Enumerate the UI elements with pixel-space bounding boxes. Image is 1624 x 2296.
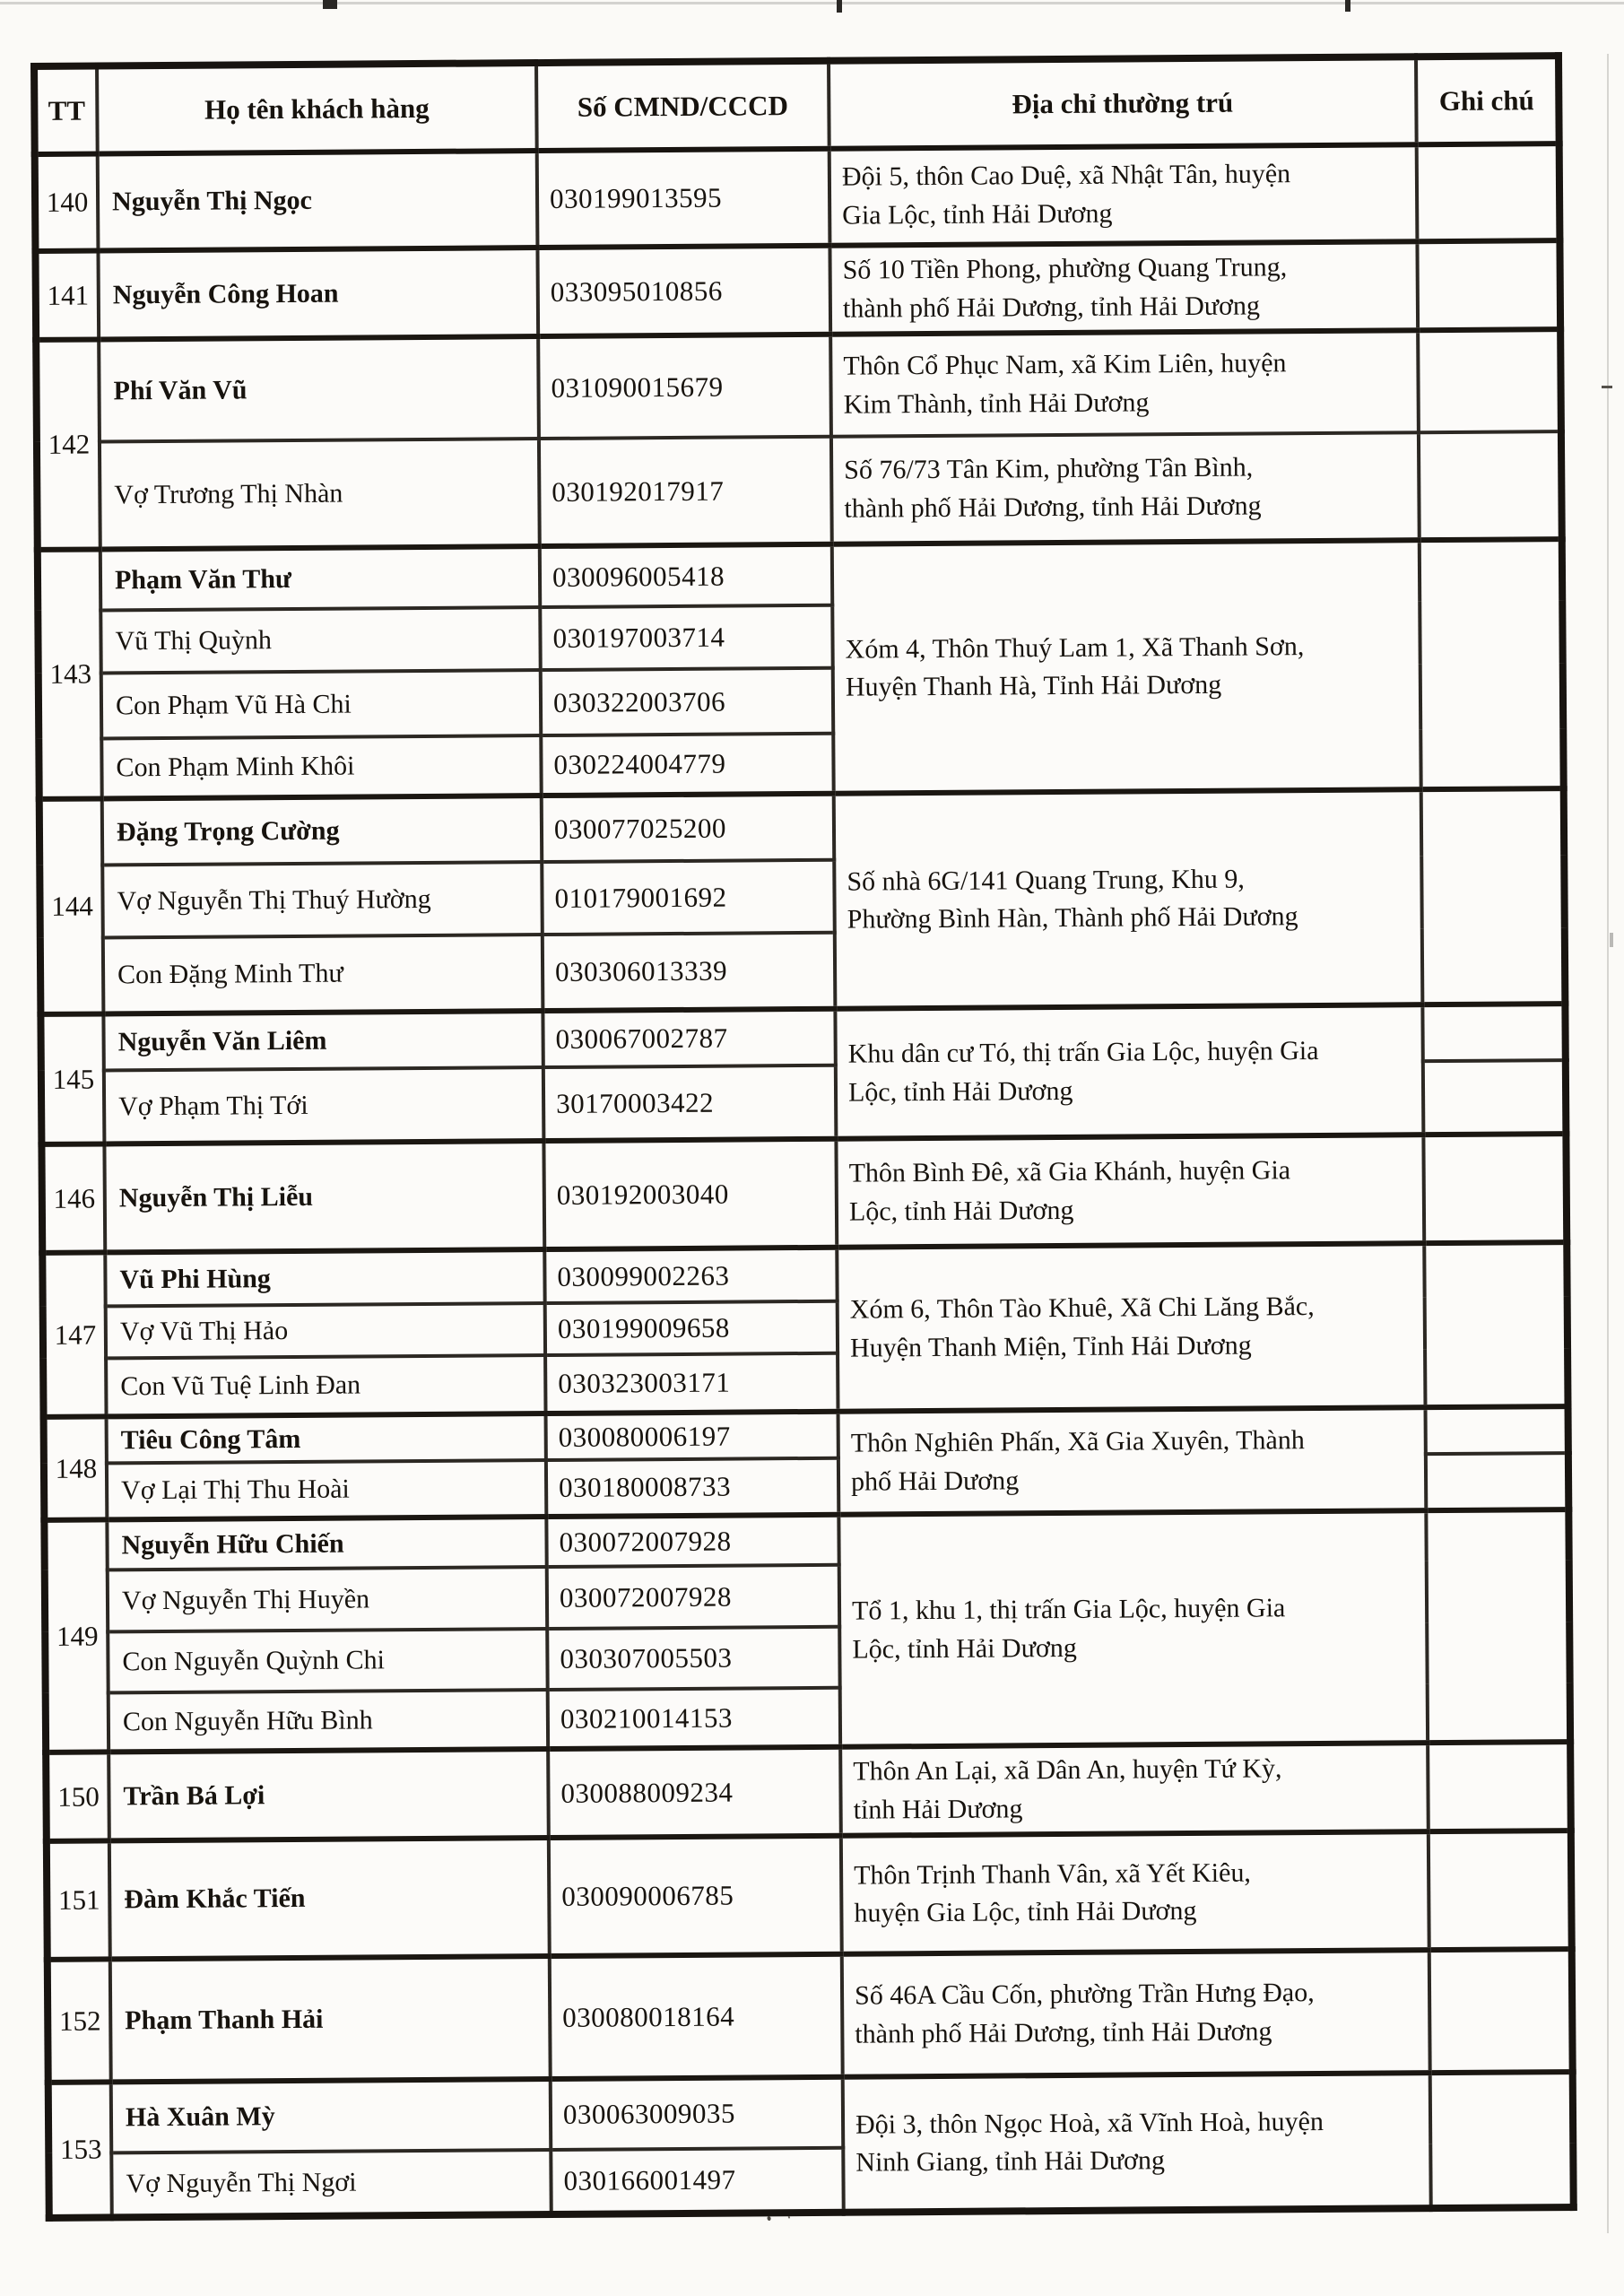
id-cell: 030199013595 bbox=[537, 149, 830, 248]
id-cell: 031090015679 bbox=[538, 335, 831, 439]
tt-cell: 150 bbox=[46, 1752, 109, 1842]
row-141 bbox=[35, 240, 1560, 340]
tt-cell: 147 bbox=[42, 1253, 106, 1417]
address-cell: Thôn Bình Đê, xã Gia Khánh, huyện Gia Lộc, tỉnh Hải Dương bbox=[836, 1135, 1424, 1248]
id-cell: 030224004779 bbox=[541, 734, 833, 796]
name-cell: Con Vũ Tuệ Linh Đan bbox=[106, 1355, 545, 1416]
id-cell: 030088009234 bbox=[548, 1747, 841, 1838]
id-cell: 030063009035 bbox=[551, 2077, 844, 2150]
tt-cell: 153 bbox=[48, 2083, 112, 2218]
name-cell: Vợ Nguyễn Thị Huyền bbox=[108, 1567, 547, 1631]
address-cell: Khu dân cư Tó, thị trấn Gia Lộc, huyện Gia Lộc, tỉnh Hải Dương bbox=[835, 1004, 1423, 1139]
name-cell: Vợ Trương Thị Nhàn bbox=[100, 439, 540, 549]
row-142-member-2 bbox=[37, 431, 1562, 550]
tt-cell: 140 bbox=[35, 153, 99, 250]
tt-cell: 149 bbox=[44, 1520, 109, 1752]
name-cell: Nguyễn Thị Liễu bbox=[104, 1141, 544, 1252]
address-cell: Số 76/73 Tân Kim, phường Tân Bình, thành phố Hải Dương, tỉnh Hải Dương bbox=[831, 432, 1420, 544]
name-cell: Nguyễn Công Hoan bbox=[98, 248, 538, 340]
note-cell bbox=[1417, 144, 1560, 241]
name-cell: Vũ Thị Quỳnh bbox=[100, 607, 540, 673]
row-153-member-1 bbox=[48, 2072, 1574, 2153]
name-cell: Vợ Lại Thị Thu Hoài bbox=[107, 1460, 546, 1519]
id-cell: 030192017917 bbox=[539, 437, 832, 546]
name-cell: Tiêu Công Tâm bbox=[107, 1413, 546, 1463]
name-cell: Con Phạm Vũ Hà Chi bbox=[101, 670, 541, 738]
row-140 bbox=[35, 144, 1560, 251]
address-cell: Thôn Cổ Phục Nam, xã Kim Liên, huyện Kim Thành, tỉnh Hải Dương bbox=[830, 330, 1419, 437]
note-cell bbox=[1426, 1406, 1568, 1454]
id-cell: 030306013339 bbox=[543, 933, 836, 1011]
id-cell: 030080006197 bbox=[546, 1412, 838, 1460]
id-cell: 030197003714 bbox=[540, 605, 832, 670]
name-cell: Vũ Phi Hùng bbox=[105, 1249, 544, 1306]
name-cell: Trần Bá Lợi bbox=[109, 1749, 549, 1841]
scan-speck bbox=[1602, 386, 1612, 388]
note-cell bbox=[1429, 1831, 1572, 1950]
row-145-member-1 bbox=[40, 1004, 1565, 1071]
id-cell: 030322003706 bbox=[541, 668, 834, 735]
note-cell bbox=[1417, 240, 1560, 330]
tt-cell: 152 bbox=[48, 1960, 111, 2083]
scan-tick-mark bbox=[323, 0, 337, 9]
header-row bbox=[34, 56, 1559, 154]
name-cell: Đặng Trọng Cường bbox=[102, 796, 543, 865]
tt-cell: 144 bbox=[39, 799, 104, 1014]
tt-cell: 146 bbox=[41, 1144, 105, 1253]
row-142-member-1 bbox=[36, 329, 1561, 442]
name-cell: Phạm Thanh Hải bbox=[110, 1956, 551, 2082]
id-cell: 030080018164 bbox=[550, 1954, 843, 2079]
row-143-member-1 bbox=[38, 539, 1562, 611]
name-cell: Con Phạm Minh Khôi bbox=[101, 735, 541, 798]
row-144-member-1 bbox=[39, 788, 1564, 865]
name-cell: Phạm Văn Thư bbox=[100, 546, 540, 610]
customer-table-wrap bbox=[30, 52, 1577, 2222]
header-name: Họ tên khách hàng bbox=[97, 63, 537, 153]
note-cell bbox=[1426, 1509, 1570, 1743]
name-cell: Con Đặng Minh Thư bbox=[103, 935, 543, 1013]
header-id: Số CMND/CCCD bbox=[536, 61, 829, 151]
tt-cell: 148 bbox=[44, 1417, 108, 1520]
address-cell: Số 46A Cầu Cốn, phường Trần Hưng Đạo, thành phố Hải Dương, tỉnh Hải Dương bbox=[842, 1951, 1430, 2078]
header-tt: TT bbox=[34, 65, 98, 153]
name-cell: Vợ Nguyễn Thị Thuý Hường bbox=[102, 862, 543, 937]
name-cell: Con Nguyễn Quỳnh Chi bbox=[108, 1629, 547, 1692]
tt-cell: 145 bbox=[40, 1014, 104, 1144]
note-cell bbox=[1426, 1453, 1568, 1510]
id-cell: 030307005503 bbox=[547, 1627, 839, 1690]
header-address: Địa chỉ thường trú bbox=[829, 57, 1417, 149]
name-cell: Vợ Phạm Thị Tới bbox=[104, 1067, 544, 1144]
address-cell: Xóm 6, Thôn Tào Khuê, Xã Chi Lăng Bắc, Huyện Thanh Miện, Tỉnh Hải Dương bbox=[837, 1243, 1425, 1412]
address-cell: Tổ 1, khu 1, thị trấn Gia Lộc, huyện Gia Lộc, tỉnh Hải Dương bbox=[838, 1510, 1428, 1747]
scan-edge-line bbox=[0, 2, 1624, 4]
note-cell bbox=[1420, 539, 1564, 789]
scan-tick-mark bbox=[837, 0, 842, 13]
address-cell: Số 10 Tiền Phong, phường Quang Trung, thành phố Hải Dương, tỉnh Hải Dương bbox=[829, 241, 1418, 335]
note-cell bbox=[1421, 788, 1566, 1004]
id-cell: 030090006785 bbox=[549, 1836, 842, 1956]
name-cell: Hà Xuân Mỳ bbox=[111, 2079, 551, 2152]
name-cell: Phí Văn Vũ bbox=[99, 336, 539, 441]
row-152 bbox=[48, 1949, 1573, 2083]
id-cell: 030323003171 bbox=[545, 1353, 838, 1413]
id-cell: 030099002263 bbox=[544, 1248, 837, 1303]
scan-speck bbox=[1610, 933, 1613, 947]
address-cell: Xóm 4, Thôn Thuý Lam 1, Xã Thanh Sơn, Huyện Thanh Hà, Tỉnh Hải Dương bbox=[832, 540, 1421, 794]
id-cell: 030072007928 bbox=[546, 1515, 838, 1567]
scan-page-edge bbox=[1607, 54, 1609, 2233]
id-cell: 030072007928 bbox=[547, 1565, 839, 1629]
note-cell bbox=[1423, 1060, 1567, 1135]
name-cell: Nguyễn Hữu Chiến bbox=[107, 1517, 546, 1570]
id-cell: 030067002787 bbox=[543, 1009, 835, 1067]
id-cell: 030192003040 bbox=[543, 1139, 837, 1249]
customer-table bbox=[30, 52, 1577, 2222]
scan-tick-mark bbox=[1345, 0, 1350, 12]
note-cell bbox=[1424, 1242, 1568, 1407]
note-cell bbox=[1422, 1004, 1565, 1061]
name-cell: Con Nguyễn Hữu Bình bbox=[109, 1690, 548, 1752]
id-cell: 30170003422 bbox=[543, 1065, 837, 1141]
name-cell: Đàm Khắc Tiến bbox=[109, 1838, 550, 1959]
note-cell bbox=[1418, 329, 1561, 432]
note-cell bbox=[1430, 2072, 1574, 2208]
id-cell: 030077025200 bbox=[542, 794, 835, 862]
address-cell: Đội 3, thôn Ngọc Hoà, xã Vĩnh Hoà, huyện Ninh Giang, tỉnh Hải Dương bbox=[843, 2074, 1431, 2213]
row-150 bbox=[46, 1742, 1571, 1841]
name-cell: Vợ Nguyễn Thị Ngơi bbox=[111, 2150, 551, 2217]
name-cell: Nguyễn Thị Ngọc bbox=[98, 151, 538, 250]
id-cell: 030096005418 bbox=[540, 544, 832, 607]
id-cell: 030199009658 bbox=[545, 1301, 838, 1355]
id-cell: 010179001692 bbox=[542, 860, 835, 935]
row-149-member-1 bbox=[44, 1509, 1568, 1570]
tt-cell: 141 bbox=[35, 250, 99, 340]
address-cell: Đội 5, thôn Cao Duệ, xã Nhật Tân, huyện Gia Lộc, tỉnh Hải Dương bbox=[829, 144, 1418, 246]
id-cell: 030180008733 bbox=[546, 1458, 838, 1517]
tt-cell: 143 bbox=[38, 550, 102, 799]
row-146 bbox=[41, 1134, 1567, 1253]
id-cell: 030166001497 bbox=[551, 2148, 843, 2214]
id-cell: 030210014153 bbox=[548, 1688, 840, 1749]
name-cell: Nguyễn Văn Liêm bbox=[103, 1011, 543, 1070]
row-151 bbox=[47, 1831, 1572, 1960]
note-cell bbox=[1428, 1742, 1571, 1831]
address-cell: Số nhà 6G/141 Quang Trung, Khu 9, Phường Bình Hàn, Thành phố Hải Dương bbox=[834, 789, 1423, 1009]
row-148-member-1 bbox=[44, 1406, 1568, 1464]
address-cell: Thôn Nghiên Phấn, Xã Gia Xuyên, Thành phố Hải Dương bbox=[838, 1407, 1427, 1515]
row-147-member-1 bbox=[42, 1242, 1567, 1307]
tt-cell: 151 bbox=[47, 1841, 110, 1960]
note-cell bbox=[1423, 1134, 1567, 1243]
address-cell: Thôn Trịnh Thanh Vân, xã Yết Kiêu, huyện Gia Lộc, tỉnh Hải Dương bbox=[841, 1832, 1429, 1955]
note-cell bbox=[1429, 1949, 1573, 2073]
tt-cell: 142 bbox=[36, 340, 100, 550]
address-cell: Thôn An Lại, xã Dân An, huyện Tứ Kỳ, tỉnh Hải Dương bbox=[840, 1743, 1429, 1836]
header-note: Ghi chú bbox=[1416, 56, 1559, 144]
name-cell: Vợ Vũ Thị Hảo bbox=[106, 1303, 545, 1358]
id-cell: 033095010856 bbox=[537, 246, 830, 336]
note-cell bbox=[1419, 431, 1562, 540]
